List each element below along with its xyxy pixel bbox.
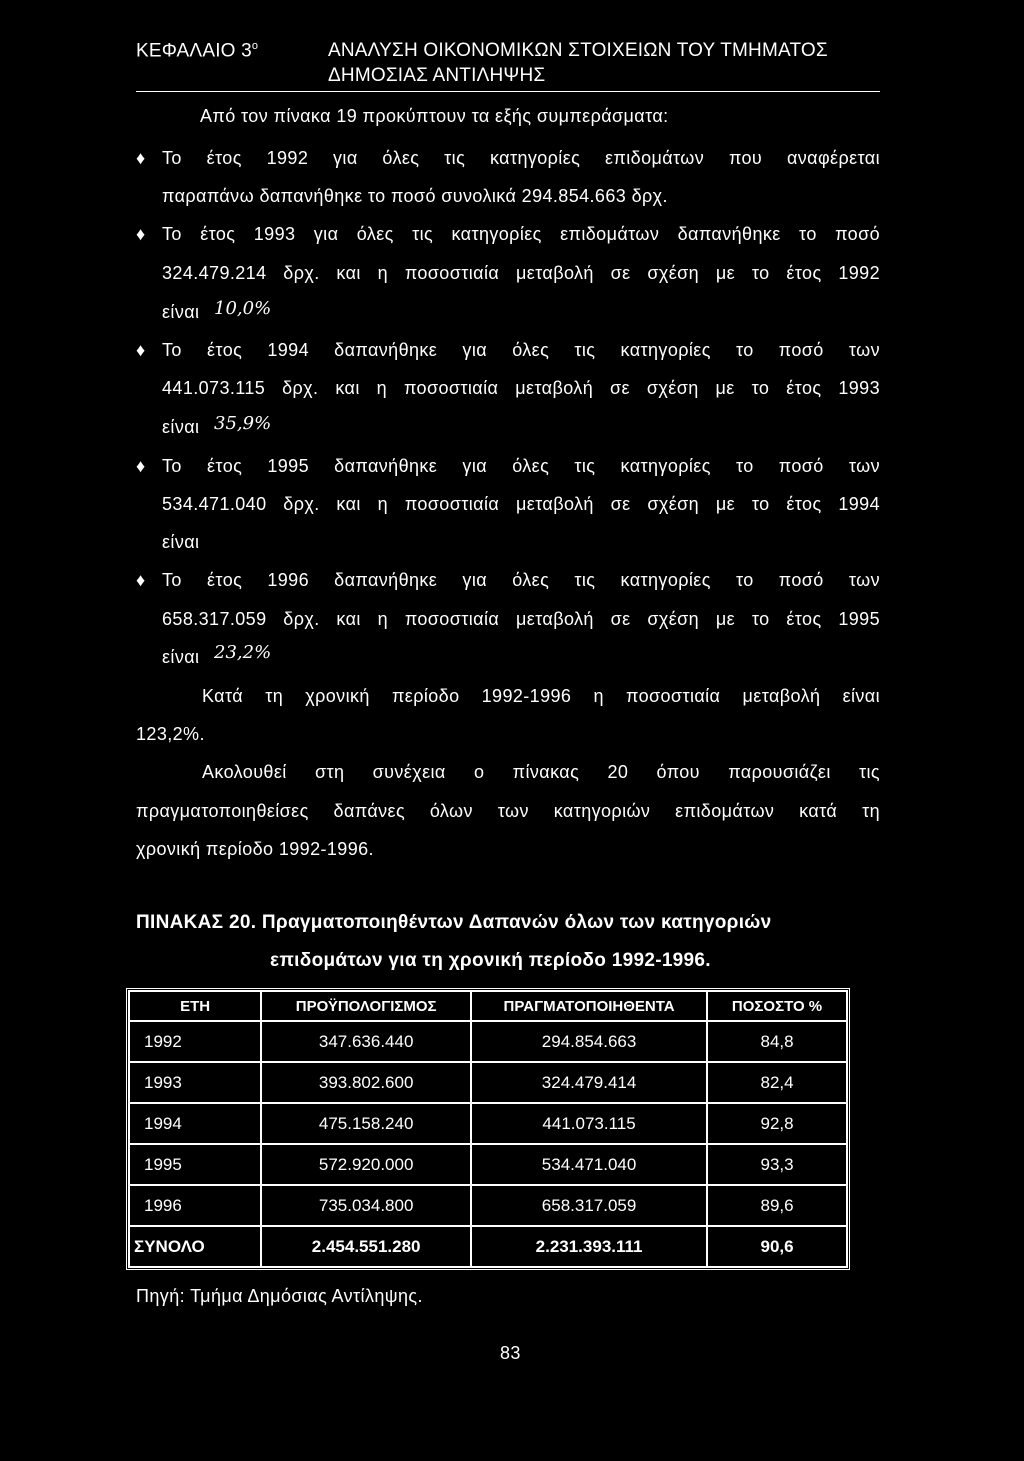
- bullet-icon: ♦: [136, 340, 146, 360]
- table-caption-line1: Πραγματοποιηθέντων Δαπανών όλων των κατηγοριών: [261, 912, 772, 933]
- cell-year: 1995: [129, 1144, 261, 1185]
- header-years: ΕΤΗ: [129, 991, 261, 1021]
- bullet-4-line3-prefix: είναι: [162, 532, 200, 552]
- table-row: [129, 1103, 847, 1144]
- cell-budget: 393.802.600: [261, 1062, 471, 1103]
- cell-percentage: 89,6: [707, 1185, 847, 1226]
- cell-budget: 572.920.000: [261, 1144, 471, 1185]
- bullet-4-line2: 534.471.040 δρχ. και η ποσοστιαία μεταβολή σε σχέση με το έτος 1994: [162, 494, 880, 514]
- chapter-label: ΚΕΦΑΛΑΙΟ $3^o$: [136, 40, 259, 62]
- summary-line2: 123,2%.: [136, 724, 205, 744]
- chapter-superscript: ο: [251, 40, 259, 52]
- cell-budget: 735.034.800: [261, 1185, 471, 1226]
- cell-percentage: 92,8: [707, 1103, 847, 1144]
- cell-total-realized: 2.231.393.111: [471, 1226, 707, 1267]
- table-row: [129, 1062, 847, 1103]
- bullet-icon: ♦: [136, 148, 146, 168]
- bullet-4-line1: Το έτος 1995 δαπανήθηκε για όλες τις κατηγορίες το ποσό των: [162, 456, 880, 476]
- cell-year: 1996: [129, 1185, 261, 1226]
- bullet-3-line2: 441.073.115 δρχ. και η ποσοστιαία μεταβολή σε σχέση με το έτος 1993: [162, 378, 880, 398]
- cell-budget: 347.636.440: [261, 1021, 471, 1062]
- bullet-3-line1: Το έτος 1994 δαπανήθηκε για όλες τις κατηγορίες το ποσό των: [162, 340, 880, 360]
- bullet-icon: ♦: [136, 224, 146, 244]
- bullet-2-handwritten-value: 10,0%: [214, 298, 272, 319]
- summary-line1: Κατά τη χρονική περίοδο 1992-1996 η ποσοστιαία μεταβολή είναι: [202, 686, 880, 706]
- followup-line2: πραγματοποιηθείσες δαπάνες όλων των κατηγοριών επιδομάτων κατά τη: [136, 801, 880, 821]
- followup-line3: χρονική περίοδο 1992-1996.: [136, 839, 374, 859]
- cell-total-percentage: 90,6: [707, 1226, 847, 1267]
- bullet-2-line3-prefix: είναι: [162, 302, 200, 322]
- header-realized: ΠΡΑΓΜΑΤΟΠΟΙΗΘΕΝΤΑ: [471, 991, 707, 1021]
- table-row: [129, 1185, 847, 1226]
- cell-budget: 475.158.240: [261, 1103, 471, 1144]
- bullet-5-line1: Το έτος 1996 δαπανήθηκε για όλες τις κατηγορίες το ποσό των: [162, 570, 880, 590]
- bullet-5-line3-prefix: είναι: [162, 647, 200, 667]
- bullet-1-line1: Το έτος 1992 για όλες τις κατηγορίες επιδομάτων που αναφέρεται: [162, 148, 880, 168]
- bullet-1-line2: παραπάνω δαπανήθηκε το ποσό συνολικά 294.854.663 δρχ.: [162, 186, 668, 206]
- bullet-3-line3-prefix: είναι: [162, 417, 200, 437]
- cell-year: 1994: [129, 1103, 261, 1144]
- header-percentage: ΠΟΣΟΣΤΟ %: [707, 991, 847, 1021]
- bullet-icon: ♦: [136, 570, 146, 590]
- header-budget: ΠΡΟΫΠΟΛΟΓΙΣΜΟΣ: [261, 991, 471, 1021]
- table-header-row: [129, 991, 847, 1021]
- cell-year: 1993: [129, 1062, 261, 1103]
- table-row: [129, 1144, 847, 1185]
- bullet-2-line2: 324.479.214 δρχ. και η ποσοστιαία μεταβολή σε σχέση με το έτος 1992: [162, 263, 880, 283]
- expenses-table: [126, 988, 850, 1270]
- cell-percentage: 82,4: [707, 1062, 847, 1103]
- cell-total-label: ΣΥΝΟΛΟ: [129, 1226, 261, 1267]
- cell-total-budget: 2.454.551.280: [261, 1226, 471, 1267]
- bullet-5-handwritten-value: 23,2%: [214, 642, 272, 663]
- cell-realized: 658.317.059: [471, 1185, 707, 1226]
- table-total-row: [129, 1226, 847, 1267]
- intro-text: Από τον πίνακα 19 προκύπτουν τα εξής συμπεράσματα:: [200, 106, 669, 126]
- cell-realized: 441.073.115: [471, 1103, 707, 1144]
- source-note: Πηγή: Τμήμα Δημόσιας Αντίληψης.: [136, 1286, 423, 1306]
- cell-year: 1992: [129, 1021, 261, 1062]
- table-title-line1: [136, 912, 772, 934]
- header-title-line2: ΔΗΜΟΣΙΑΣ ΑΝΤΙΛΗΨΗΣ: [328, 65, 546, 86]
- cell-percentage: 93,3: [707, 1144, 847, 1185]
- table-row: [129, 1021, 847, 1062]
- bullet-5-line2: 658.317.059 δρχ. και η ποσοστιαία μεταβολή σε σχέση με το έτος 1995: [162, 609, 880, 629]
- header-title-line1: ΑΝΑΛΥΣΗ ΟΙΚΟΝΟΜΙΚΩΝ ΣΤΟΙΧΕΙΩΝ ΤΟΥ ΤΜΗΜΑΤΟΣ: [328, 40, 828, 61]
- cell-percentage: 84,8: [707, 1021, 847, 1062]
- cell-realized: 534.471.040: [471, 1144, 707, 1185]
- page-number: 83: [500, 1343, 521, 1363]
- followup-line1: Ακολουθεί στη συνέχεια ο πίνακας 20 όπου παρουσιάζει τις: [202, 762, 880, 782]
- bullet-2-line1: Το έτος 1993 για όλες τις κατηγορίες επιδομάτων δαπανήθηκε το ποσό: [162, 224, 880, 244]
- bullet-icon: ♦: [136, 456, 146, 476]
- bullet-3-handwritten-value: 35,9%: [214, 413, 272, 434]
- cell-realized: 324.479.414: [471, 1062, 707, 1103]
- table-label: ΠΙΝΑΚΑΣ 20.: [136, 912, 257, 933]
- cell-realized: 294.854.663: [471, 1021, 707, 1062]
- header-rule: [136, 91, 880, 92]
- table-title-line2: επιδομάτων για τη χρονική περίοδο 1992-1996.: [270, 950, 711, 971]
